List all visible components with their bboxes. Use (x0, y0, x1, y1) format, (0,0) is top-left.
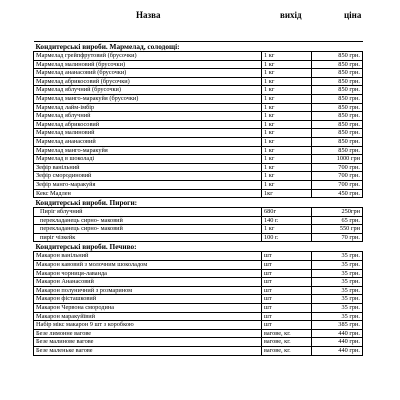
output-cell: 680г (262, 208, 312, 217)
table-row (34, 286, 363, 295)
product-name-cell: Мармелад малиновий (34, 129, 262, 138)
table-row (34, 189, 363, 198)
table-row (34, 52, 363, 61)
product-name-cell: Мармелад лайм-імбір (34, 103, 262, 112)
output-cell: 100 г. (262, 233, 312, 242)
product-name-cell: Мармелад манго-маракуйя (брусочки) (34, 94, 262, 103)
product-name-cell: Макарон маракуйївий (34, 312, 262, 321)
output-cell: 1 кг (262, 94, 312, 103)
product-name-cell: Макарон чорниця-лаванда (34, 269, 262, 278)
product-name-cell: Мармелад абрикосовий (34, 120, 262, 129)
price-cell: 440 грн. (312, 338, 363, 347)
output-cell: шт (262, 261, 312, 270)
output-cell: 140 г. (262, 216, 312, 225)
table-row (34, 261, 363, 270)
price-cell: 440 грн. (312, 329, 363, 338)
section-title: Кондитерські вироби. Пироги: (34, 198, 363, 208)
output-cell: 1 кг (262, 52, 312, 61)
table-row (34, 329, 363, 338)
price-cell: 850 грн. (312, 103, 363, 112)
price-cell: 850 грн. (312, 60, 363, 69)
output-cell: шт (262, 252, 312, 261)
price-cell: 35 грн. (312, 252, 363, 261)
table-row (34, 94, 363, 103)
price-cell: 70 грн. (312, 233, 363, 242)
output-cell: 1 кг (262, 225, 312, 234)
product-name-cell: Макарон фісташковий (34, 295, 262, 304)
output-cell: шт (262, 312, 312, 321)
price-cell: 440 грн. (312, 347, 363, 356)
output-cell: шт (262, 269, 312, 278)
product-name-cell: Мармелад ананасовий (брусочки) (34, 69, 262, 78)
table-row (34, 137, 363, 146)
price-cell: 850 грн. (312, 146, 363, 155)
price-cell: 850 грн. (312, 52, 363, 61)
column-header-output: вихід (280, 10, 302, 20)
output-cell: шт (262, 304, 312, 313)
output-cell: вагове, кг. (262, 329, 312, 338)
table-row (34, 163, 363, 172)
product-name-cell: Мармелад абрикосовий (брусочки) (34, 77, 262, 86)
product-name-cell: Макарон Ананасовий (34, 278, 262, 287)
price-cell: 850 грн. (312, 77, 363, 86)
price-cell: 35 грн. (312, 269, 363, 278)
price-cell: 35 грн. (312, 295, 363, 304)
product-name-cell: Зефір ванільний (34, 163, 262, 172)
table-row (34, 312, 363, 321)
price-cell: 65 грн. (312, 216, 363, 225)
table-row (34, 269, 363, 278)
section-title: Кондитерські вироби. Мармелад, солодощі: (34, 42, 363, 52)
table-row (34, 347, 363, 356)
product-name-cell: Макарон Червона смородина (34, 304, 262, 313)
product-name-cell: Безе маленьке вагове (34, 347, 262, 356)
product-name-cell: Мармелад яблучний (34, 112, 262, 121)
price-table-body (34, 42, 363, 356)
price-cell: 700 грн. (312, 180, 363, 189)
output-cell: 1кг (262, 189, 312, 198)
table-row (34, 86, 363, 95)
price-cell: 35 грн. (312, 261, 363, 270)
table-row (34, 103, 363, 112)
table-row (34, 304, 363, 313)
price-cell: 550 грн (312, 225, 363, 234)
price-list-header (0, 10, 400, 26)
output-cell: 1 кг (262, 103, 312, 112)
product-name-cell: Макарон кавовий з молочним шоколадом (34, 261, 262, 270)
table-row (34, 321, 363, 330)
table-row (34, 252, 363, 261)
price-cell: 850 грн. (312, 129, 363, 138)
product-name-cell: Зефір манго-маракуйя (34, 180, 262, 189)
price-cell: 250грн (312, 208, 363, 217)
price-cell: 385 грн. (312, 321, 363, 330)
output-cell: вагове, кг. (262, 347, 312, 356)
product-name-cell: Макарон полуничний з розмарином (34, 286, 262, 295)
table-row (34, 208, 363, 217)
output-cell: 1 кг (262, 155, 312, 164)
output-cell: вагове, кг. (262, 338, 312, 347)
price-cell: 850 грн. (312, 94, 363, 103)
price-cell: 35 грн. (312, 312, 363, 321)
output-cell: 1 кг (262, 137, 312, 146)
product-name-cell: Зефір смородиновий (34, 172, 262, 181)
product-name-cell: пиріг чізкейк (34, 233, 262, 242)
column-header-name: Назва (136, 10, 161, 20)
product-name-cell: Безе малинове вагове (34, 338, 262, 347)
price-cell: 35 грн. (312, 278, 363, 287)
price-cell: 35 грн. (312, 286, 363, 295)
price-cell: 850 грн. (312, 112, 363, 121)
price-cell: 850 грн. (312, 137, 363, 146)
product-name-cell: Набір мікс макарон 9 шт з коробкою (34, 321, 262, 330)
product-name-cell: Мармелад манго-маракуйя (34, 146, 262, 155)
section-heading-row (34, 242, 363, 252)
table-row (34, 338, 363, 347)
table-row (34, 172, 363, 181)
price-table (33, 41, 363, 356)
table-row (34, 233, 363, 242)
column-header-price: ціна (344, 10, 362, 20)
product-name-cell: Кекс Мадлен (34, 189, 262, 198)
price-cell: 850 грн. (312, 120, 363, 129)
output-cell: 1 кг (262, 77, 312, 86)
table-row (34, 120, 363, 129)
price-cell: 450 грн. (312, 189, 363, 198)
output-cell: 1 кг (262, 180, 312, 189)
table-row (34, 129, 363, 138)
table-row (34, 225, 363, 234)
price-cell: 700 грн. (312, 172, 363, 181)
product-name-cell: Пиріг яблучний (34, 208, 262, 217)
output-cell: 1 кг (262, 146, 312, 155)
product-name-cell: Мармелад грейпфрутовий (брусочки) (34, 52, 262, 61)
output-cell: шт (262, 321, 312, 330)
price-cell: 35 грн. (312, 304, 363, 313)
output-cell: шт (262, 286, 312, 295)
output-cell: 1 кг (262, 86, 312, 95)
table-row (34, 77, 363, 86)
output-cell: шт (262, 295, 312, 304)
table-row (34, 216, 363, 225)
section-heading-row (34, 198, 363, 208)
product-name-cell: Мармелад малиновий (брусочки) (34, 60, 262, 69)
product-name-cell: Мармелад в шоколаді (34, 155, 262, 164)
section-heading-row (34, 42, 363, 52)
price-cell: 1000 грн (312, 155, 363, 164)
output-cell: 1 кг (262, 69, 312, 78)
output-cell: 1 кг (262, 60, 312, 69)
product-name-cell: Макарон ванільний (34, 252, 262, 261)
table-row (34, 295, 363, 304)
output-cell: 1 кг (262, 129, 312, 138)
product-name-cell: Мармелад яблучний (брусочки) (34, 86, 262, 95)
output-cell: 1 кг (262, 172, 312, 181)
price-cell: 850 грн. (312, 69, 363, 78)
product-name-cell: Безе лимонне вагове (34, 329, 262, 338)
output-cell: 1 кг (262, 120, 312, 129)
table-row (34, 180, 363, 189)
section-title: Кондитерські вироби. Печиво: (34, 242, 363, 252)
price-cell: 700 грн. (312, 163, 363, 172)
product-name-cell: перекладанець сирно- маковий (34, 216, 262, 225)
product-name-cell: перекладанець сирно- маковий (34, 225, 262, 234)
price-cell: 850 грн. (312, 86, 363, 95)
output-cell: 1 кг (262, 112, 312, 121)
table-row (34, 278, 363, 287)
table-row (34, 60, 363, 69)
table-row (34, 146, 363, 155)
table-row (34, 155, 363, 164)
output-cell: шт (262, 278, 312, 287)
output-cell: 1 кг (262, 163, 312, 172)
table-row (34, 69, 363, 78)
product-name-cell: Мармелад ананасовий (34, 137, 262, 146)
table-row (34, 112, 363, 121)
